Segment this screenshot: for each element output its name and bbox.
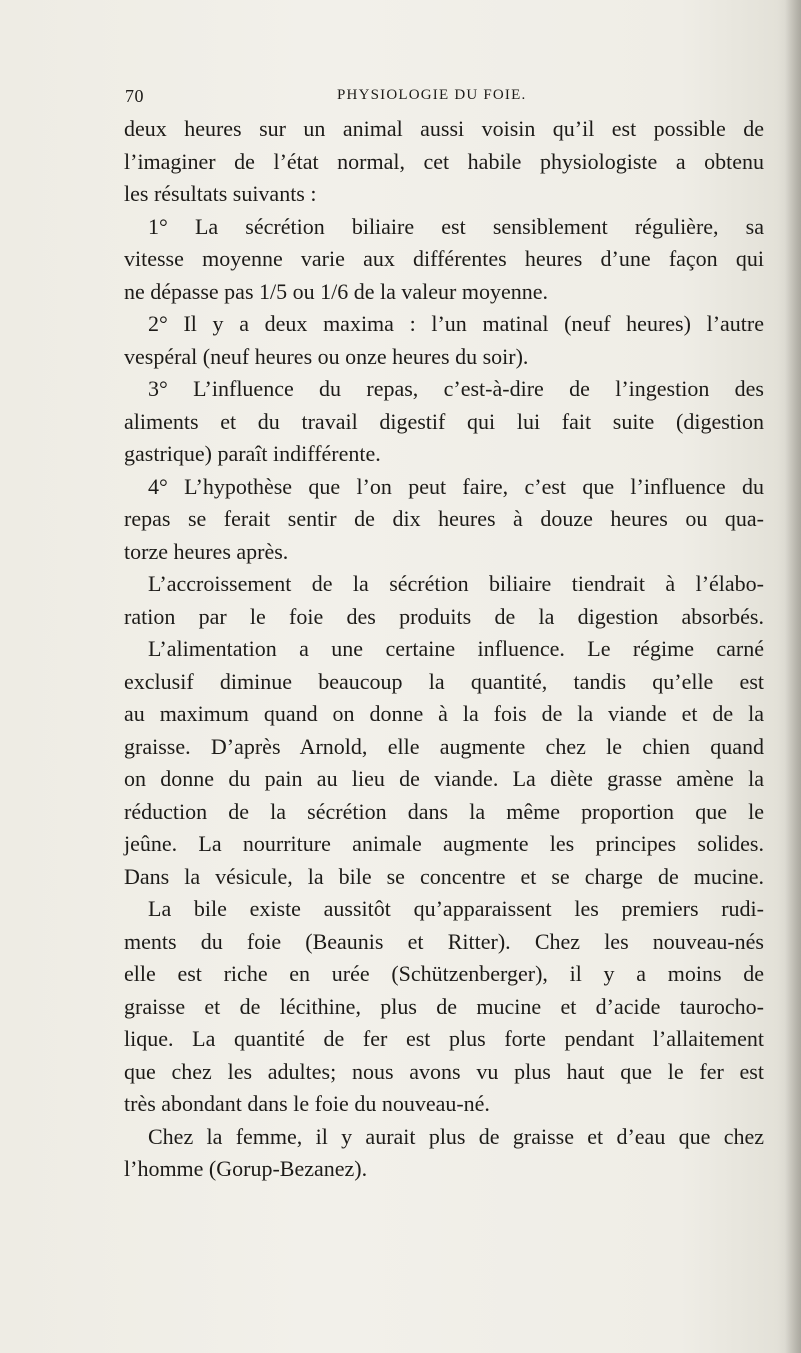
text-line: ne dépasse pas 1/5 ou 1/6 de la valeur moyenne. bbox=[124, 278, 548, 304]
text-line: Chez la femme, il y aurait plus de graisse et d’eau que chez bbox=[148, 1123, 764, 1149]
text-line: La bile existe aussitôt qu’apparaissent les premiers rudi- bbox=[148, 896, 764, 921]
text-line: deux heures sur un animal aussi voisin qu’il est possible de bbox=[124, 116, 764, 141]
text-line: Dans la vésicule, la bile se concentre et se charge de mucine. bbox=[124, 863, 764, 889]
text-line: 1° La sécrétion biliaire est sensiblement régulière, sa bbox=[148, 213, 764, 239]
text-line: très abondant dans le foie du nouveau-né. bbox=[124, 1091, 490, 1116]
text-line: L’accroissement de la sécrétion biliaire tiendrait à l’élabo- bbox=[148, 571, 764, 596]
text-line: vespéral (neuf heures ou onze heures du soir). bbox=[124, 343, 529, 369]
text-line: 2° Il y a deux maxima : l’un matinal (neuf heures) l’autre bbox=[148, 311, 764, 336]
text-line: graisse et de lécithine, plus de mucine et d’acide taurocho- bbox=[124, 993, 764, 1019]
text-line: jeûne. La nourriture animale augmente les principes solides. bbox=[124, 831, 764, 856]
text-line: aliments et du travail digestif qui lui fait suite (digestion bbox=[124, 408, 764, 434]
text-line: vitesse moyenne varie aux différentes heures d’une façon qui bbox=[124, 246, 764, 271]
text-line: au maximum quand on donne à la fois de la viande et de la bbox=[124, 701, 764, 726]
text-line: ments du foie (Beaunis et Ritter). Chez les nouveau-nés bbox=[124, 928, 764, 954]
page-number: 70 bbox=[125, 86, 144, 106]
text-line: les résultats suivants : bbox=[124, 181, 317, 206]
running-head: PHYSIOLOGIE DU FOIE. bbox=[337, 87, 527, 103]
text-line: repas se ferait sentir de dix heures à douze heures ou qua- bbox=[124, 506, 764, 531]
text-line: 3° L’influence du repas, c’est-à-dire de l’ingestion des bbox=[148, 376, 764, 401]
text-line: que chez les adultes; nous avons vu plus haut que le fer est bbox=[124, 1058, 764, 1084]
page-header bbox=[125, 86, 765, 110]
body-text bbox=[124, 113, 764, 1186]
text-line: graisse. D’après Arnold, elle augmente chez le chien quand bbox=[124, 733, 764, 759]
text-line: l’homme (Gorup-Bezanez). bbox=[124, 1156, 368, 1181]
text-line: lique. La quantité de fer est plus forte pendant l’allaitement bbox=[124, 1026, 764, 1051]
text-line: gastrique) paraît indifférente. bbox=[124, 441, 381, 466]
text-line: réduction de la sécrétion dans la même proportion que le bbox=[124, 798, 764, 824]
text-line: on donne du pain au lieu de viande. La diète grasse amène la bbox=[124, 766, 764, 791]
text-line: elle est riche en urée (Schützenberger), il y a moins de bbox=[124, 961, 764, 986]
page-spine-shadow bbox=[785, 0, 801, 1353]
text-line: L’alimentation a une certaine influence. Le régime carné bbox=[148, 636, 764, 661]
text-line: exclusif diminue beaucoup la quantité, tandis qu’elle est bbox=[124, 668, 764, 694]
text-line: 4° L’hypothèse que l’on peut faire, c’est que l’influence du bbox=[148, 473, 764, 499]
text-line: ration par le foie des produits de la digestion absorbés. bbox=[124, 603, 764, 629]
text-line: torze heures après. bbox=[124, 538, 289, 564]
text-line: l’imaginer de l’état normal, cet habile physiologiste a obtenu bbox=[124, 148, 764, 174]
